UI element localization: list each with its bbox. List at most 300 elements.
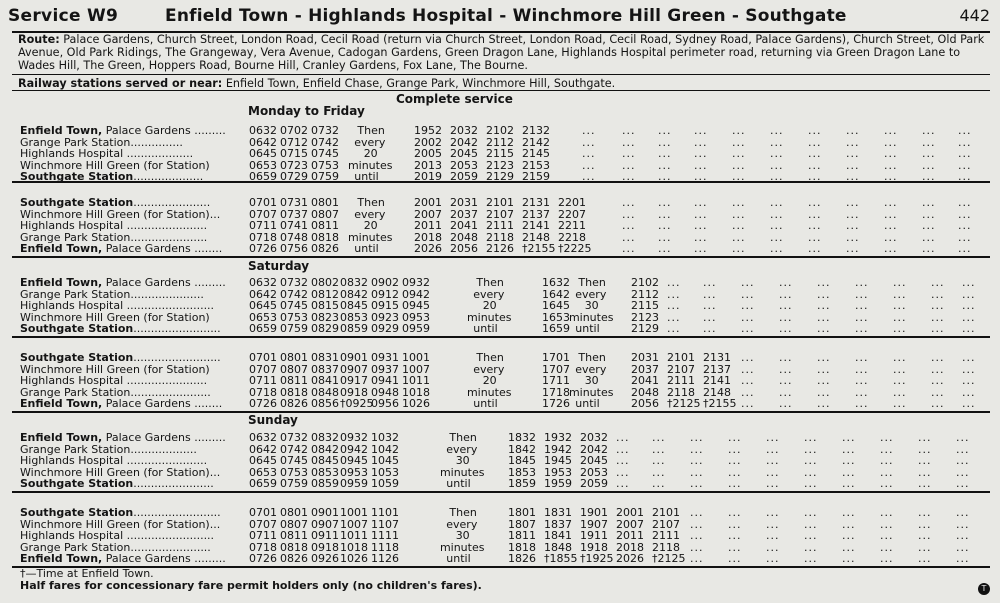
empty-cell: ... — [855, 374, 869, 387]
time-cell: 1942 — [544, 442, 572, 456]
time-cell: 2053 — [580, 465, 608, 479]
empty-cell: ... — [893, 310, 907, 324]
time-cell: 0941 — [371, 374, 399, 387]
empty-cell: ... — [918, 477, 932, 490]
empty-cell: ... — [962, 397, 976, 410]
table-row — [0, 363, 1000, 375]
empty-cell: ... — [922, 219, 936, 232]
time-cell: until — [446, 477, 471, 490]
time-cell: 0959 — [340, 477, 368, 490]
time-cell: 2037 — [450, 207, 478, 221]
time-cell: 0745 — [311, 147, 339, 160]
time-cell: 2118 — [652, 540, 680, 554]
empty-cell: ... — [880, 477, 894, 490]
time-cell: 2045 — [450, 147, 478, 160]
empty-cell: ... — [808, 207, 822, 221]
route-description — [18, 33, 993, 72]
empty-cell: ... — [728, 465, 742, 479]
time-cell: Then — [449, 506, 477, 519]
empty-cell: ... — [842, 540, 856, 554]
empty-cell: ... — [779, 374, 793, 387]
empty-cell: ... — [808, 135, 822, 149]
stop-name-rest: Grange Park Station..................... — [20, 287, 204, 301]
empty-cell: ... — [893, 276, 907, 289]
empty-cell: ... — [804, 552, 818, 565]
time-cell: 2123 — [631, 310, 659, 324]
empty-cell: ... — [922, 158, 936, 172]
time-cell: 1932 — [544, 431, 572, 444]
empty-cell: ... — [732, 242, 746, 255]
time-cell: Then — [357, 196, 385, 209]
footnote-dagger: †—Time at Enfield Town. — [20, 567, 154, 580]
empty-cell: ... — [622, 230, 636, 244]
empty-cell: ... — [741, 310, 755, 324]
stop-name-bold: Southgate Station — [20, 506, 134, 519]
time-cell: 0653 — [249, 465, 277, 479]
empty-cell: ... — [658, 135, 672, 149]
stop-name-bold: Enfield Town, — [20, 552, 103, 565]
empty-cell: ... — [956, 465, 970, 479]
time-cell: 2111 — [667, 374, 695, 387]
empty-cell: ... — [582, 170, 596, 183]
empty-cell: ... — [732, 230, 746, 244]
table-row — [0, 541, 1000, 553]
time-cell: 0911 — [311, 529, 339, 542]
time-cell: 2056 — [631, 397, 659, 410]
empty-cell: ... — [616, 477, 630, 490]
table-row — [0, 466, 1000, 478]
empty-cell: ... — [690, 506, 704, 519]
empty-cell: ... — [658, 207, 672, 221]
empty-cell: ... — [667, 287, 681, 301]
empty-cell: ... — [622, 219, 636, 232]
footnotes — [20, 568, 482, 592]
empty-cell: ... — [779, 276, 793, 289]
empty-cell: ... — [962, 299, 976, 312]
time-cell: 2007 — [616, 517, 644, 531]
empty-cell: ... — [922, 170, 936, 183]
stop-name-rest: Palace Gardens ......... — [102, 124, 226, 137]
stop-name-bold: Southgate Station — [20, 322, 134, 335]
empty-cell: ... — [817, 310, 831, 324]
time-cell: 2148 — [522, 230, 550, 244]
time-cell: 0723 — [280, 158, 308, 172]
empty-cell: ... — [846, 135, 860, 149]
empty-cell: ... — [804, 465, 818, 479]
time-cell: 2101 — [652, 506, 680, 519]
empty-cell: ... — [846, 230, 860, 244]
stop-name-bold: Enfield Town, — [20, 431, 103, 444]
empty-cell: ... — [741, 299, 755, 312]
stop-name-rest: ......................... — [133, 351, 221, 364]
empty-cell: ... — [962, 310, 976, 324]
time-cell: 2142 — [522, 135, 550, 149]
empty-cell: ... — [622, 242, 636, 255]
empty-cell: ... — [703, 299, 717, 312]
time-cell: †2225 — [558, 242, 592, 255]
table-row — [0, 397, 1000, 409]
time-cell: 0707 — [249, 517, 277, 531]
empty-cell: ... — [880, 431, 894, 444]
time-cell: 1911 — [580, 529, 608, 542]
time-cell: 1818 — [508, 540, 536, 554]
empty-cell: ... — [741, 397, 755, 410]
empty-cell: ... — [842, 477, 856, 490]
empty-cell: ... — [690, 465, 704, 479]
empty-cell: ... — [884, 230, 898, 244]
time-cell: 1807 — [508, 517, 536, 531]
time-cell: 1011 — [340, 529, 368, 542]
time-cell: 0632 — [249, 276, 277, 289]
time-cell: 0826 — [311, 242, 339, 255]
empty-cell: ... — [622, 158, 636, 172]
time-cell: 0942 — [340, 442, 368, 456]
time-cell: 2137 — [703, 362, 731, 376]
time-cell: 0931 — [371, 351, 399, 364]
route-title: Enfield Town - Highlands Hospital - Winchmore Hill Green - Southgate — [165, 6, 847, 26]
time-cell: 0659 — [249, 322, 277, 335]
empty-cell: ... — [728, 529, 742, 542]
table-row — [0, 506, 1000, 518]
time-cell: 2153 — [522, 158, 550, 172]
time-cell: 2001 — [414, 196, 442, 209]
time-cell: minutes — [568, 310, 614, 324]
empty-cell: ... — [817, 299, 831, 312]
empty-cell: ... — [804, 477, 818, 490]
time-cell: 1007 — [340, 517, 368, 531]
time-cell: 0711 — [249, 219, 277, 232]
empty-cell: ... — [855, 362, 869, 376]
time-cell: 2141 — [522, 219, 550, 232]
time-cell: 2148 — [703, 385, 731, 399]
empty-cell: ... — [766, 465, 780, 479]
stop-name — [20, 170, 203, 183]
empty-cell: ... — [962, 287, 976, 301]
empty-cell: ... — [842, 506, 856, 519]
time-cell: 0811 — [280, 374, 308, 387]
time-cell: 1837 — [544, 517, 572, 531]
stop-name-rest: Highlands Hospital ....................... — [20, 219, 208, 232]
empty-cell: ... — [893, 351, 907, 364]
empty-cell: ... — [616, 465, 630, 479]
empty-cell: ... — [582, 147, 596, 160]
time-cell: 0642 — [249, 442, 277, 456]
time-cell: 0756 — [280, 242, 308, 255]
time-cell: 0948 — [371, 385, 399, 399]
time-cell: 0759 — [280, 477, 308, 490]
time-cell: 1653 — [542, 310, 570, 324]
time-cell: 0653 — [249, 158, 277, 172]
stop-name-bold: Enfield Town, — [20, 124, 103, 137]
table-row — [0, 529, 1000, 541]
stop-name-rest: Palace Gardens ......... — [102, 552, 226, 565]
empty-cell: ... — [855, 276, 869, 289]
time-cell: 2107 — [652, 517, 680, 531]
time-cell: 0702 — [280, 124, 308, 137]
time-cell: 1045 — [371, 454, 399, 467]
time-cell: 2041 — [450, 219, 478, 232]
day-heading-saturday: Saturday — [248, 259, 310, 273]
empty-cell: ... — [846, 124, 860, 137]
time-cell: 0901 — [311, 506, 339, 519]
empty-cell: ... — [958, 135, 972, 149]
empty-cell: ... — [931, 374, 945, 387]
empty-cell: ... — [622, 207, 636, 221]
time-cell: 1011 — [402, 374, 430, 387]
time-cell: 0932 — [402, 276, 430, 289]
time-cell: 0953 — [340, 465, 368, 479]
empty-cell: ... — [922, 196, 936, 209]
time-cell: 1018 — [340, 540, 368, 554]
time-cell: 0832 — [340, 276, 368, 289]
time-cell: 2118 — [667, 385, 695, 399]
empty-cell: ... — [694, 124, 708, 137]
empty-cell: ... — [658, 196, 672, 209]
empty-cell: ... — [958, 124, 972, 137]
time-cell: 1859 — [508, 477, 536, 490]
empty-cell: ... — [918, 506, 932, 519]
time-cell: 1959 — [544, 477, 572, 490]
empty-cell: ... — [766, 442, 780, 456]
time-cell: 0753 — [311, 158, 339, 172]
empty-cell: ... — [958, 219, 972, 232]
empty-cell: ... — [690, 540, 704, 554]
empty-cell: ... — [962, 322, 976, 335]
empty-cell: ... — [804, 454, 818, 467]
empty-cell: ... — [956, 454, 970, 467]
time-cell: 2002 — [414, 135, 442, 149]
time-cell: 0959 — [402, 322, 430, 335]
time-cell: 2129 — [631, 322, 659, 335]
time-cell: Then — [357, 124, 385, 137]
time-cell: Then — [449, 431, 477, 444]
time-cell: 0802 — [311, 276, 339, 289]
block-rule — [12, 411, 990, 413]
time-cell: 0818 — [280, 540, 308, 554]
time-cell: 1811 — [508, 529, 536, 542]
empty-cell: ... — [931, 299, 945, 312]
empty-cell: ... — [931, 276, 945, 289]
time-cell: Then — [578, 351, 606, 364]
time-cell: 0848 — [311, 385, 339, 399]
empty-cell: ... — [652, 465, 666, 479]
empty-cell: ... — [842, 552, 856, 565]
empty-cell: ... — [842, 442, 856, 456]
time-cell: 2141 — [703, 374, 731, 387]
empty-cell: ... — [658, 158, 672, 172]
empty-cell: ... — [922, 242, 936, 255]
time-cell: 1853 — [508, 465, 536, 479]
empty-cell: ... — [770, 170, 784, 183]
time-cell: 1645 — [542, 299, 570, 312]
empty-cell: ... — [732, 147, 746, 160]
empty-cell: ... — [922, 135, 936, 149]
time-cell: 1026 — [340, 552, 368, 565]
table-row — [0, 219, 1000, 231]
empty-cell: ... — [732, 219, 746, 232]
time-cell: 0812 — [311, 287, 339, 301]
time-cell: 2107 — [667, 362, 695, 376]
empty-cell: ... — [703, 276, 717, 289]
empty-cell: ... — [622, 170, 636, 183]
empty-cell: ... — [884, 158, 898, 172]
time-cell: until — [575, 397, 600, 410]
stop-name-rest: Winchmore Hill Green (for Station)... — [20, 517, 221, 531]
empty-cell: ... — [732, 135, 746, 149]
table-row — [0, 443, 1000, 455]
time-cell: 0845 — [311, 454, 339, 467]
time-cell: 2045 — [580, 454, 608, 467]
stop-name-rest: Highlands Hospital ....................... — [20, 454, 208, 467]
empty-cell: ... — [779, 362, 793, 376]
time-cell: 0907 — [311, 517, 339, 531]
empty-cell: ... — [962, 362, 976, 376]
time-cell: minutes — [568, 385, 614, 399]
time-cell: 0726 — [249, 397, 277, 410]
time-cell: 0907 — [340, 362, 368, 376]
empty-cell: ... — [694, 135, 708, 149]
time-cell: 0801 — [311, 196, 339, 209]
empty-cell: ... — [779, 287, 793, 301]
empty-cell: ... — [956, 431, 970, 444]
empty-cell: ... — [893, 374, 907, 387]
empty-cell: ... — [741, 374, 755, 387]
empty-cell: ... — [817, 362, 831, 376]
empty-cell: ... — [880, 442, 894, 456]
time-cell: 1053 — [371, 465, 399, 479]
empty-cell: ... — [728, 431, 742, 444]
empty-cell: ... — [741, 287, 755, 301]
time-cell: 0841 — [311, 374, 339, 387]
time-cell: 1901 — [580, 506, 608, 519]
railway-label: Railway stations served or near: — [18, 77, 223, 90]
empty-cell: ... — [817, 385, 831, 399]
empty-cell: ... — [817, 374, 831, 387]
time-cell: 2031 — [631, 351, 659, 364]
empty-cell: ... — [658, 170, 672, 183]
empty-cell: ... — [582, 124, 596, 137]
time-cell: 1118 — [371, 540, 399, 554]
time-cell: every — [446, 442, 478, 456]
empty-cell: ... — [842, 529, 856, 542]
time-cell: 2018 — [414, 230, 442, 244]
time-cell: 0902 — [371, 276, 399, 289]
time-cell: 0742 — [311, 135, 339, 149]
time-cell: 1032 — [371, 431, 399, 444]
route-text: Palace Gardens, Church Street, London Road, Cecil Road (return via Church Street, London Road, Cecil Road, Sydney Road, Palace Gardens), Church Street, Old Park Avenue, Old Park Ridings, The Grangeway, Vera Avenue, Cadogan Gardens, Green Dragon Lane, Highlands Hospital perimeter road, returning via Green Dragon Lane to Wades Hill, The Green, Hoppers Road, Bourne Hill, Cranley Gardens, Fox Lane, The Bourne. — [18, 33, 985, 72]
empty-cell: ... — [694, 170, 708, 183]
time-cell: 2132 — [522, 124, 550, 137]
table-row — [0, 242, 1000, 254]
time-cell: 0953 — [402, 310, 430, 324]
time-cell: 30 — [455, 454, 470, 467]
table-row — [0, 231, 1000, 243]
empty-cell: ... — [766, 506, 780, 519]
time-cell: 2011 — [616, 529, 644, 542]
time-cell: minutes — [347, 230, 393, 244]
empty-cell: ... — [958, 158, 972, 172]
time-cell: 0826 — [280, 552, 308, 565]
empty-cell: ... — [804, 540, 818, 554]
empty-cell: ... — [931, 322, 945, 335]
time-cell: 0707 — [249, 362, 277, 376]
table-row — [0, 374, 1000, 386]
stop-name-rest: Winchmore Hill Green (for Station) — [20, 310, 210, 324]
time-cell: 1101 — [371, 506, 399, 519]
empty-cell: ... — [846, 147, 860, 160]
empty-cell: ... — [690, 477, 704, 490]
time-cell: 0711 — [249, 529, 277, 542]
time-cell: 2211 — [558, 219, 586, 232]
time-cell: 0832 — [311, 431, 339, 444]
time-cell: 0732 — [280, 431, 308, 444]
time-cell: minutes — [466, 310, 512, 324]
table-row — [0, 351, 1000, 363]
time-cell: 1718 — [542, 385, 570, 399]
empty-cell: ... — [956, 442, 970, 456]
route-label: Route: — [18, 33, 60, 46]
empty-cell: ... — [658, 242, 672, 255]
time-cell: 2019 — [414, 170, 442, 183]
time-cell: 0632 — [249, 431, 277, 444]
empty-cell: ... — [931, 362, 945, 376]
empty-cell: ... — [846, 170, 860, 183]
time-cell: 2102 — [486, 124, 514, 137]
table-row — [0, 518, 1000, 530]
empty-cell: ... — [732, 158, 746, 172]
time-cell: 0645 — [249, 299, 277, 312]
empty-cell: ... — [804, 431, 818, 444]
empty-cell: ... — [956, 552, 970, 565]
empty-cell: ... — [931, 351, 945, 364]
empty-cell: ... — [658, 219, 672, 232]
time-cell: 0659 — [249, 170, 277, 183]
time-cell: 1632 — [542, 276, 570, 289]
empty-cell: ... — [884, 207, 898, 221]
empty-cell: ... — [766, 540, 780, 554]
time-cell: †0925 — [340, 397, 374, 410]
time-cell: 1707 — [542, 362, 570, 376]
empty-cell: ... — [694, 242, 708, 255]
empty-cell: ... — [770, 135, 784, 149]
time-cell: 0945 — [340, 454, 368, 467]
table-row — [0, 477, 1000, 489]
empty-cell: ... — [855, 310, 869, 324]
empty-cell: ... — [728, 442, 742, 456]
empty-cell: ... — [652, 442, 666, 456]
empty-cell: ... — [958, 170, 972, 183]
empty-cell: ... — [846, 207, 860, 221]
time-cell: 0753 — [280, 465, 308, 479]
empty-cell: ... — [728, 454, 742, 467]
stop-name-rest: Palace Gardens ........ — [102, 397, 223, 410]
time-cell: 0745 — [280, 299, 308, 312]
empty-cell: ... — [842, 431, 856, 444]
time-cell: every — [446, 517, 478, 531]
time-cell: 0632 — [249, 124, 277, 137]
time-cell: 0748 — [280, 230, 308, 244]
empty-cell: ... — [741, 351, 755, 364]
time-cell: 2001 — [616, 506, 644, 519]
empty-cell: ... — [808, 219, 822, 232]
route-rule — [12, 74, 990, 75]
empty-cell: ... — [817, 397, 831, 410]
time-cell: 0801 — [280, 351, 308, 364]
time-cell: 2005 — [414, 147, 442, 160]
stop-name-rest: Grange Park Station................... — [20, 442, 197, 456]
empty-cell: ... — [728, 552, 742, 565]
empty-cell: ... — [808, 230, 822, 244]
